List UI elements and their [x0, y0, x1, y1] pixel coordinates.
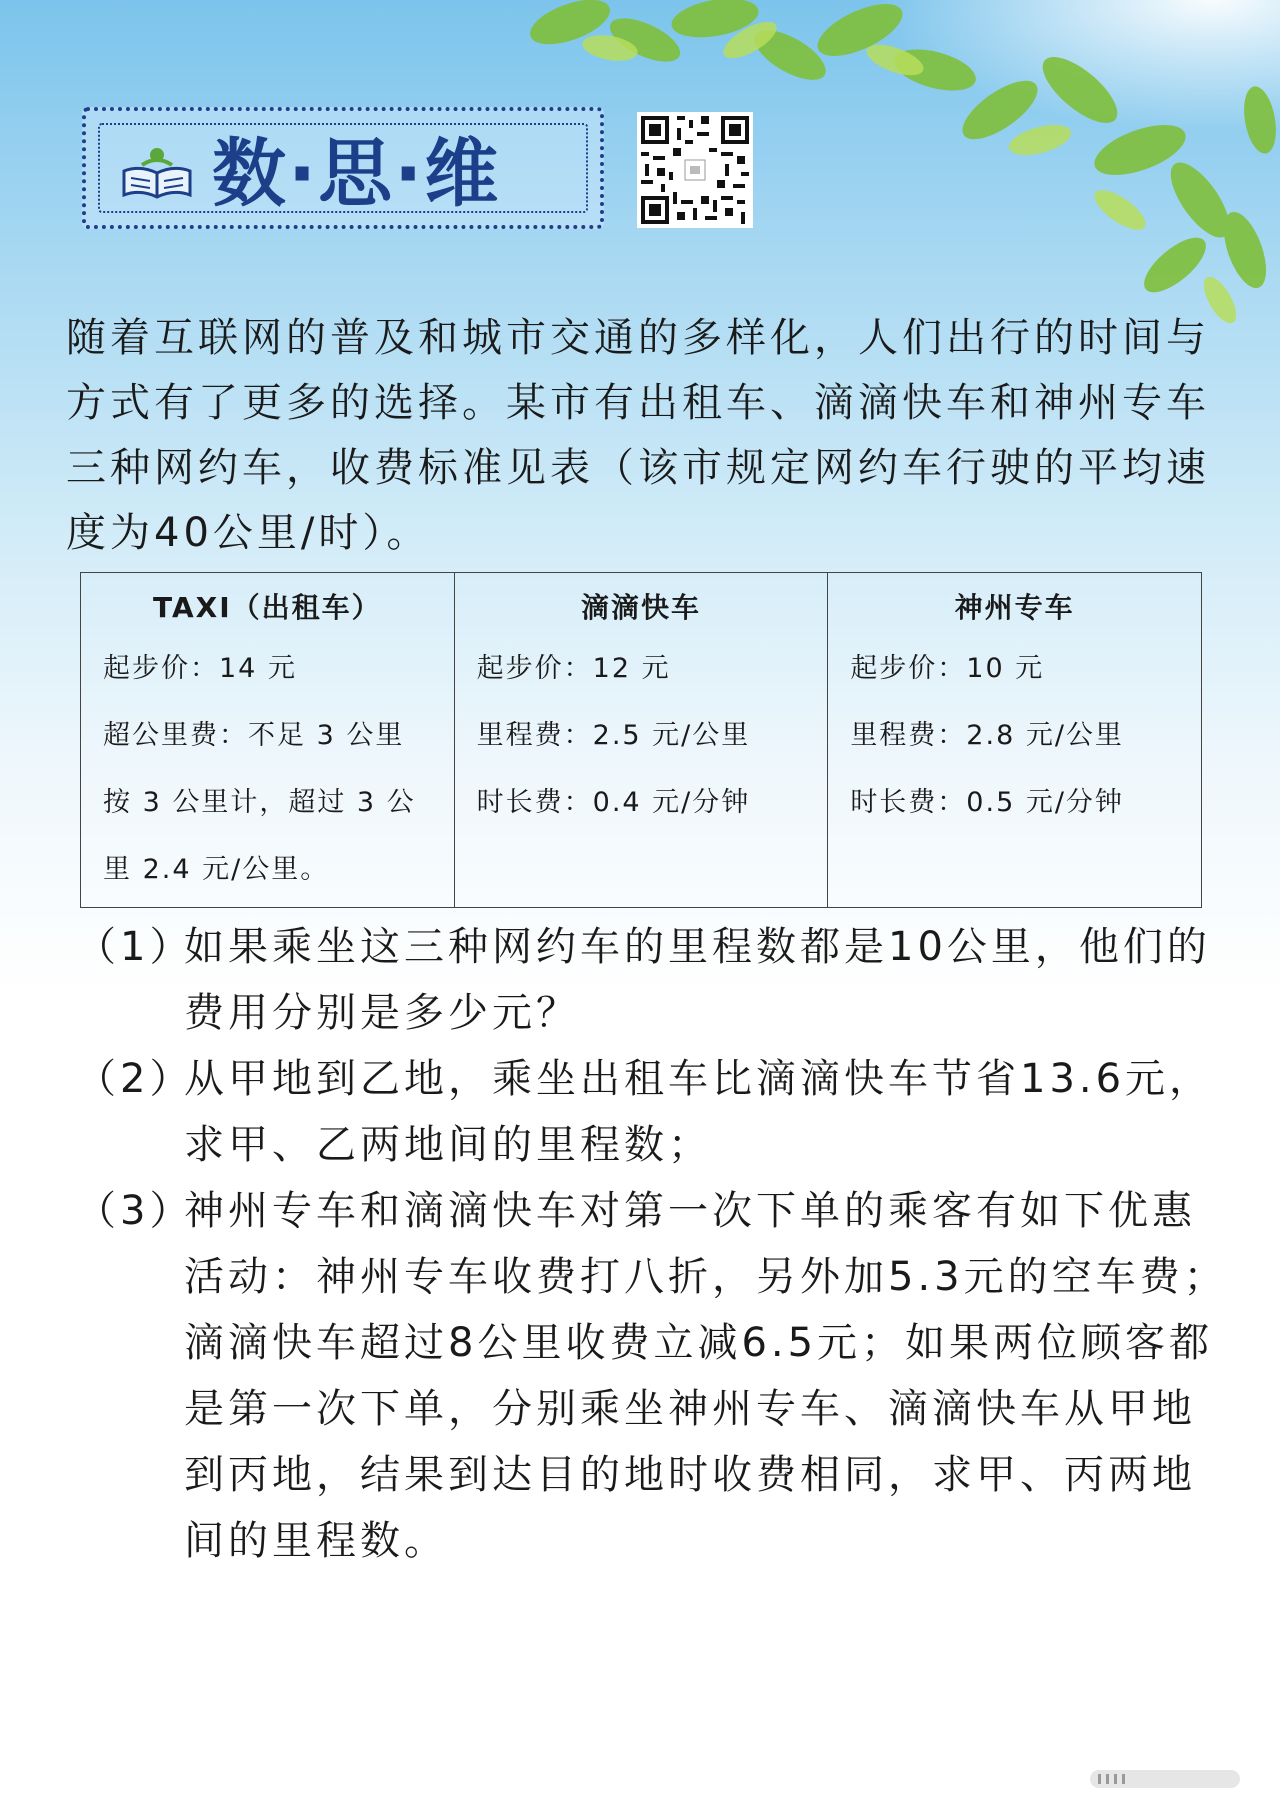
question-text: 神州专车和滴滴快车对第一次下单的乘客有如下优惠活动：神州专车收费打八折，另外加5.3元的空车费；滴滴快车超过8公里收费立减6.5元；如果两位顾客都是第一次下单，分别乘坐神州专车、滴滴快车从甲地到丙地，结果到达目的地时收费相同，求甲、丙两地间的里程数。 — [184, 1188, 1228, 1564]
fare-line: 里程费：2.5 元/公里 — [476, 720, 751, 751]
intro-paragraph: 随着互联网的普及和城市交通的多样化，人们出行的时间与方式有了更多的选择。某市有出租车、滴滴快车和神州专车三种网约车，收费标准见表（该市规定网约车行驶的平均速度为40公里/时）。 — [66, 315, 1210, 556]
column-header: 滴滴快车 — [580, 591, 701, 624]
page-indicator-icon — [1090, 1768, 1240, 1790]
question-text: 从甲地到乙地，乘坐出租车比滴滴快车节省13.6元，求甲、乙两地间的里程数； — [184, 1056, 1214, 1168]
qr-code-icon[interactable] — [637, 112, 753, 228]
fare-line: 起步价：12 元 — [476, 653, 671, 684]
question-number: （3） — [76, 1188, 194, 1234]
fare-line: 时长费：0.4 元/分钟 — [476, 787, 751, 818]
column-header: TAXI（出租车） — [153, 591, 382, 624]
question-item — [76, 914, 1236, 1046]
fare-line: 起步价：10 元 — [850, 653, 1045, 684]
fare-line: 里 2.4 元/公里。 — [103, 854, 330, 885]
question-number: （2） — [76, 1056, 194, 1102]
fare-line: 起步价：14 元 — [103, 653, 297, 684]
question-list — [76, 914, 1236, 1574]
question-text: 如果乘坐这三种网约车的里程数都是10公里，他们的费用分别是多少元？ — [184, 924, 1211, 1036]
header-badge — [82, 107, 604, 229]
question-number: （1） — [76, 924, 194, 970]
fare-table — [80, 572, 1202, 908]
fare-column-taxi — [81, 573, 455, 908]
fare-column-shenzhou — [828, 573, 1202, 908]
fare-line: 按 3 公里计，超过 3 公 — [103, 787, 416, 818]
fare-line: 时长费：0.5 元/分钟 — [850, 787, 1124, 818]
fare-column-didi — [454, 573, 828, 908]
question-item — [76, 1046, 1236, 1178]
fare-line: 里程费：2.8 元/公里 — [850, 720, 1124, 751]
page-title: 数·思·维 — [212, 131, 501, 217]
fare-line: 超公里费：不足 3 公里 — [103, 720, 405, 751]
book-icon — [120, 145, 194, 201]
question-item — [76, 1178, 1236, 1574]
column-header: 神州专车 — [954, 591, 1075, 624]
